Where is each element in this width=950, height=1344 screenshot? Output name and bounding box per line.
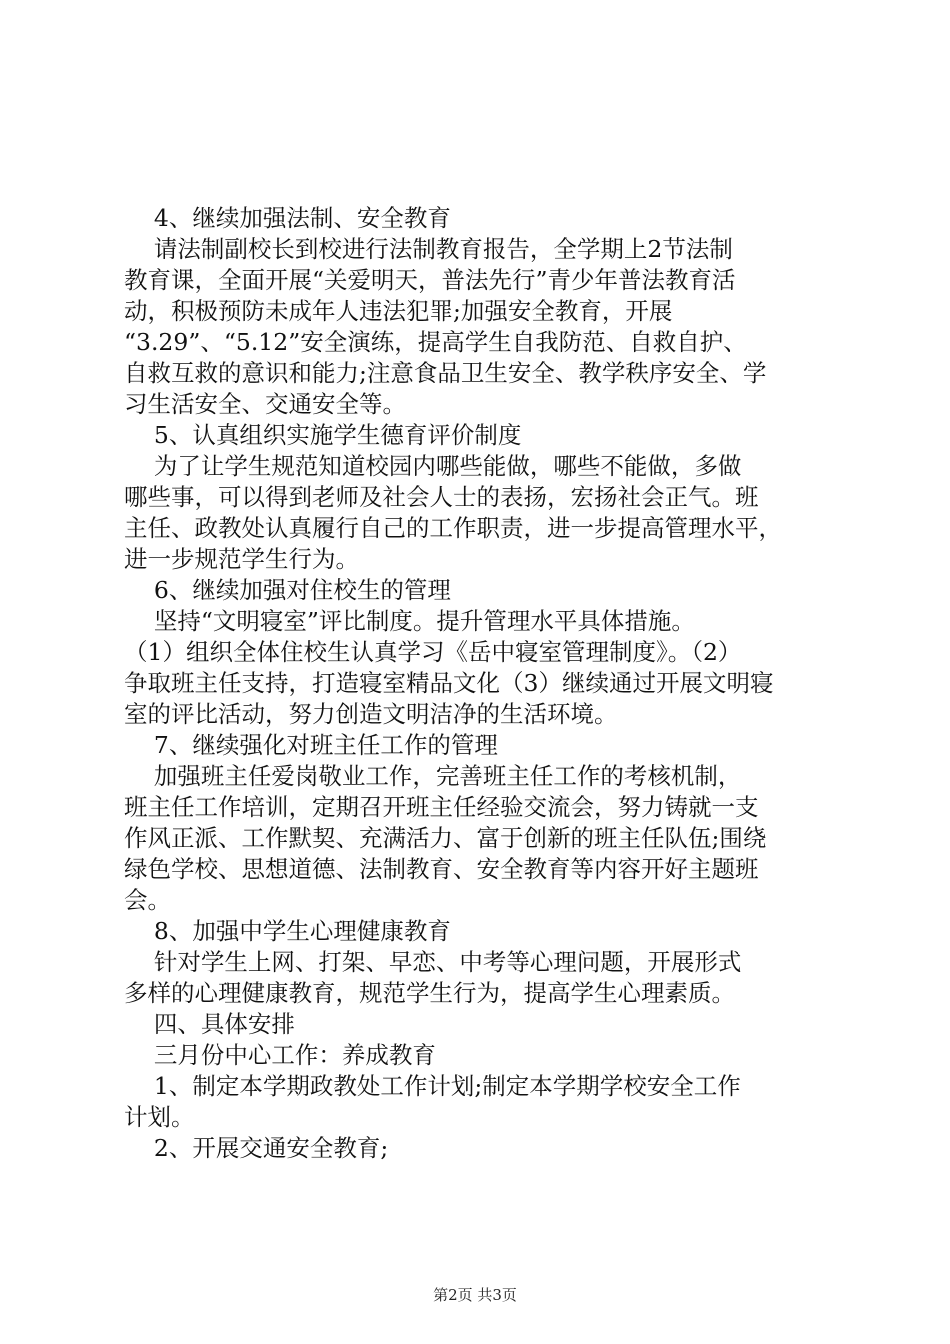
text-line: 2、开展交通安全教育; xyxy=(124,1134,389,1162)
text-line: 4、继续加强法制、安全教育 xyxy=(124,204,451,232)
text-line: 针对学生上网、打架、早恋、中考等心理问题，开展形式 xyxy=(124,948,742,976)
page-footer: 第2页 共3页 xyxy=(433,1286,517,1304)
text-line: 习生活安全、交通安全等。 xyxy=(124,390,406,418)
text-line: 1、制定本学期政教处工作计划;制定本学期学校安全工作 xyxy=(124,1072,741,1100)
text-line: 为了让学生规范知道校园内哪些能做，哪些不能做，多做 xyxy=(124,452,742,480)
text-line: 多样的心理健康教育，规范学生行为，提高学生心理素质。 xyxy=(124,979,735,1007)
text-line: 请法制副校长到校进行法制教育报告，全学期上2节法制 xyxy=(124,235,733,263)
text-line: 动，积极预防未成年人违法犯罪;加强安全教育，开展 xyxy=(124,297,673,325)
document-body xyxy=(124,203,834,1164)
text-line: 绿色学校、思想道德、法制教育、安全教育等内容开好主题班 xyxy=(124,855,759,883)
text-line: 主任、政教处认真履行自己的工作职责，进一步提高管理水平， xyxy=(124,514,782,542)
text-line: 坚持“文明寝室”评比制度。提升管理水平具体措施。 xyxy=(124,607,695,635)
text-line: 班主任工作培训，定期召开班主任经验交流会，努力铸就一支 xyxy=(124,793,759,821)
text-line: 7、继续强化对班主任工作的管理 xyxy=(124,731,498,759)
text-line: 三月份中心工作：养成教育 xyxy=(124,1041,436,1069)
text-line: 会。 xyxy=(124,886,171,914)
text-line: 8、加强中学生心理健康教育 xyxy=(124,917,451,945)
text-line: 自救互救的意识和能力;注意食品卫生安全、教学秩序安全、学 xyxy=(124,359,767,387)
text-line: 5、认真组织实施学生德育评价制度 xyxy=(124,421,522,449)
text-line: 加强班主任爱岗敬业工作，完善班主任工作的考核机制， xyxy=(124,762,742,790)
text-line: 计划。 xyxy=(124,1103,195,1131)
text-line: 6、继续加强对住校生的管理 xyxy=(124,576,451,604)
text-line: 争取班主任支持，打造寝室精品文化（3）继续通过开展文明寝 xyxy=(124,669,774,697)
text-line: “3.29”、“5.12”安全演练，提高学生自我防范、自救自护、 xyxy=(124,328,747,356)
text-line: 哪些事，可以得到老师及社会人士的表扬，宏扬社会正气。班 xyxy=(124,483,759,511)
text-line: 进一步规范学生行为。 xyxy=(124,545,359,573)
text-line: 教育课，全面开展“关爱明天，普法先行”青少年普法教育活 xyxy=(124,266,736,294)
text-line: 四、具体安排 xyxy=(124,1010,295,1038)
text-line: （1）组织全体住校生认真学习《岳中寝室管理制度》。（2） xyxy=(124,638,742,666)
text-line: 室的评比活动，努力创造文明洁净的生活环境。 xyxy=(124,700,618,728)
text-line: 作风正派、工作默契、充满活力、富于创新的班主任队伍;围绕 xyxy=(124,824,767,852)
